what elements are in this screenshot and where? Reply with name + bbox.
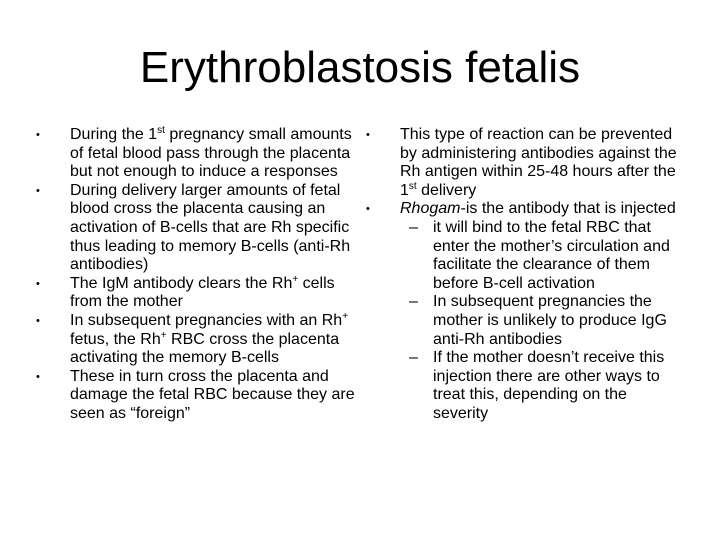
bullet-item: [366, 126, 686, 200]
right-bullet-list: [366, 126, 686, 424]
superscript: st: [408, 180, 417, 192]
sub-bullet-text: In subsequent pregnancies the mother is unlikely to produce IgG anti-Rh antibodies: [433, 293, 667, 348]
bullet-text: These in turn cross the placenta and damage the fetal RBC because they are seen as “foreign”: [70, 367, 355, 422]
dash-icon: –: [409, 349, 418, 367]
bullet-item: [36, 368, 356, 424]
bullet-text-pre: During the 1: [70, 126, 158, 143]
bullet-text-post: RBC cross the placenta activating the memory B-cells: [70, 330, 340, 367]
bullet-text-post: pregnancy small amounts of fetal blood pass through the placenta but not enough to induce a responses: [70, 126, 352, 181]
sub-bullet-item: [400, 219, 686, 293]
sub-bullet-item: [400, 293, 686, 349]
dash-icon: –: [409, 218, 418, 236]
bullet-text: During delivery larger amounts of fetal blood cross the placenta causing an activation of B-cells that are Rh specific thus leading to memory B-cells (anti-Rh antibodies): [70, 181, 351, 274]
bullet-icon: •: [366, 203, 370, 216]
superscript: +: [160, 329, 167, 341]
bullet-text-pre: In subsequent pregnancies with an Rh: [70, 311, 343, 329]
bullet-item: [36, 275, 356, 312]
sub-bullet-text: it will bind to the fetal RBC that enter the mother’s circulation and facilitate the clearance of them before B-cell activation: [433, 218, 670, 292]
bullet-icon: •: [36, 314, 40, 327]
superscript: +: [292, 273, 299, 285]
rhogam-term: Rhogam: [400, 200, 461, 218]
bullet-text-pre: The IgM antibody clears the Rh: [70, 274, 293, 292]
bullet-text-post: -is the antibody that is injected: [460, 200, 676, 218]
bullet-text-pre: This type of reaction can be prevented by administering antibodies against the Rh antigen within 25-48 hours after the 1: [400, 126, 677, 199]
left-column: [36, 126, 356, 424]
right-column: [366, 126, 686, 424]
bullet-text-post: delivery: [416, 181, 477, 199]
left-bullet-list: [36, 126, 356, 424]
bullet-icon: •: [36, 184, 40, 197]
bullet-icon: •: [36, 129, 40, 141]
bullet-icon: •: [366, 129, 370, 141]
slide-title: Erythroblastosis fetalis: [139, 43, 581, 92]
sub-bullet-text: If the mother doesn’t receive this injection there are other ways to treat this, depending on the severity: [433, 349, 665, 422]
bullet-item: [36, 182, 356, 275]
bullet-item: [366, 200, 686, 423]
bullet-text-post: cells from the mother: [70, 274, 335, 311]
superscript: st: [157, 125, 165, 136]
superscript: +: [342, 310, 349, 322]
sub-bullet-list: [400, 219, 686, 424]
bullet-item: [36, 126, 356, 182]
bullet-icon: •: [36, 370, 40, 383]
sub-bullet-item: [400, 349, 686, 423]
bullet-item: [36, 312, 356, 368]
bullet-icon: •: [36, 277, 40, 290]
bullet-text-mid: fetus, the Rh: [70, 330, 161, 348]
dash-icon: –: [409, 293, 418, 311]
